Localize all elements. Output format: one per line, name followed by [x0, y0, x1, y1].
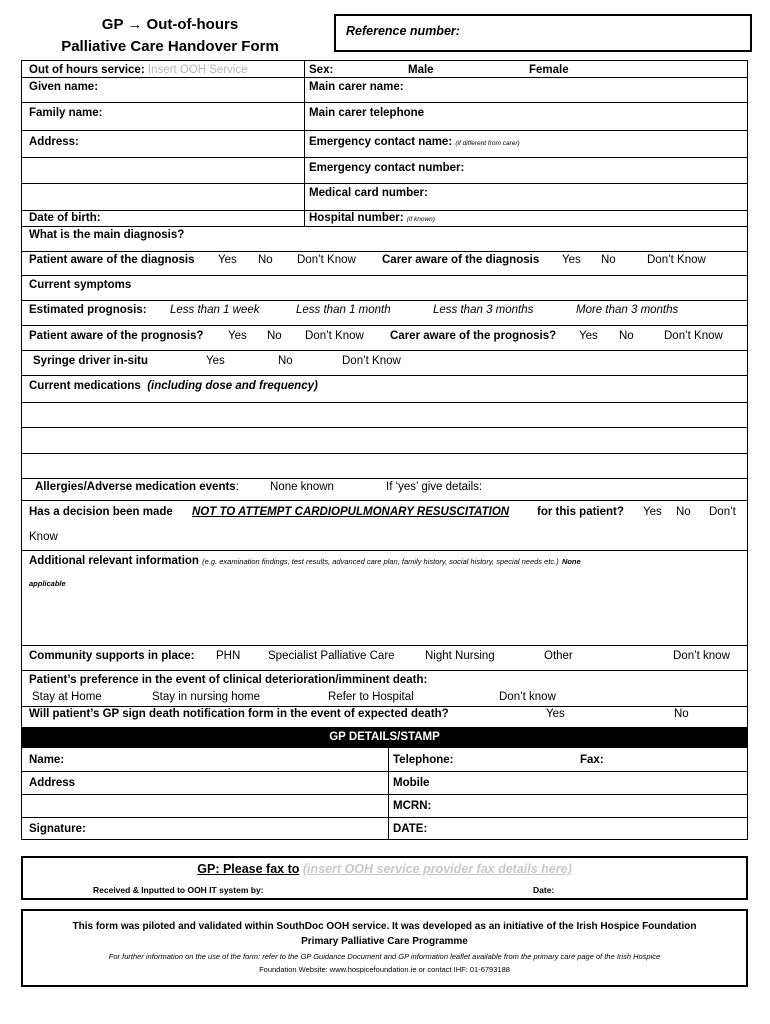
gp-sign-death-label: Will patient’s GP sign death notification form in the event of expected death? [29, 708, 449, 720]
gp-sign-yes[interactable]: Yes [546, 708, 565, 720]
additional-info-note: (e.g. examination findings, test results, advanced care plan, family history, social history, special needs etc.) [202, 557, 559, 566]
allergies-field[interactable]: Allergies/Adverse medication events: [35, 481, 239, 493]
received-by-field[interactable]: Received & Inputted to OOH IT system by: [93, 885, 264, 895]
preference-nursing-home[interactable]: Stay in nursing home [152, 691, 261, 703]
medical-card-number-field[interactable]: Medical card number: [309, 187, 428, 199]
carer-aware-diagnosis-dont-know[interactable]: Don’t Know [647, 254, 706, 266]
fax-label: GP: Please fax to [197, 862, 300, 876]
carer-aware-prognosis-yes[interactable]: Yes [579, 330, 598, 342]
prognosis-option-1-month[interactable]: Less than 1 month [296, 304, 391, 316]
dnacpr-dont[interactable]: Don’t [709, 506, 736, 518]
additional-info-applicable: applicable [29, 579, 66, 588]
additional-info-label: Additional relevant information [29, 555, 199, 567]
patient-aware-diagnosis-yes[interactable]: Yes [218, 254, 237, 266]
dnacpr-know[interactable]: Know [29, 531, 58, 543]
estimated-prognosis-label: Estimated prognosis: [29, 304, 147, 316]
dnacpr-question-suffix: for this patient? [537, 506, 624, 518]
prognosis-option-3-months[interactable]: Less than 3 months [433, 304, 534, 316]
preference-stay-home[interactable]: Stay at Home [32, 691, 102, 703]
given-name-field[interactable]: Given name: [29, 81, 99, 93]
fax-box [21, 856, 748, 900]
gp-address-field[interactable]: Address [29, 777, 76, 789]
hospital-number-label: Hospital number: [309, 212, 404, 224]
carer-aware-prognosis-dont-know[interactable]: Don’t Know [664, 330, 723, 342]
preference-dont-know[interactable]: Don’t know [499, 691, 556, 703]
gp-fax-field[interactable]: Fax: [580, 754, 604, 766]
dnacpr-no[interactable]: No [676, 506, 691, 518]
carer-aware-prognosis-label: Carer aware of the prognosis? [390, 330, 557, 342]
syringe-driver-yes[interactable]: Yes [206, 355, 225, 367]
reference-number-box[interactable] [334, 14, 752, 52]
gp-sign-no[interactable]: No [674, 708, 689, 720]
carer-aware-diagnosis-yes[interactable]: Yes [562, 254, 581, 266]
gp-name-field[interactable]: Name: [29, 754, 65, 766]
community-option-specialist[interactable]: Specialist Palliative Care [268, 650, 395, 662]
footer-line2: Primary Palliative Care Programme [301, 936, 468, 947]
current-symptoms-field[interactable]: Current symptoms [29, 279, 132, 291]
sex-male-option[interactable]: Male [408, 64, 434, 76]
current-medications-note: (including dose and frequency) [147, 380, 318, 392]
patient-aware-diagnosis-dont-know[interactable]: Don’t Know [297, 254, 356, 266]
family-name-field[interactable]: Family name: [29, 107, 103, 119]
date-of-birth-field[interactable]: Date of birth: [29, 212, 101, 224]
emergency-contact-name-field[interactable] [309, 135, 520, 151]
form-title-line1: GP → Out-of-hours [101, 16, 239, 33]
footer-line4: Foundation Website: www.hospicefoundation.ie or contact IHF: 01-6793188 [259, 965, 510, 974]
allergies-label: Allergies/Adverse medication events [35, 481, 236, 493]
address-field[interactable]: Address: [29, 136, 79, 148]
patient-aware-diagnosis-label: Patient aware of the diagnosis [29, 254, 195, 266]
prognosis-option-1-week[interactable]: Less than 1 week [170, 304, 260, 316]
patient-aware-prognosis-no[interactable]: No [267, 330, 282, 342]
footer-box [21, 909, 748, 987]
community-option-other[interactable]: Other [544, 650, 573, 662]
emergency-contact-number-field[interactable]: Emergency contact number: [309, 162, 465, 174]
main-diagnosis-field[interactable]: What is the main diagnosis? [29, 229, 185, 241]
patient-aware-prognosis-dont-know[interactable]: Don’t Know [305, 330, 364, 342]
additional-info-none: None [561, 557, 581, 566]
community-option-phn[interactable]: PHN [216, 650, 241, 662]
dnacpr-question-prefix: Has a decision been made [29, 506, 173, 518]
carer-aware-diagnosis-no[interactable]: No [601, 254, 616, 266]
preference-refer-hospital[interactable]: Refer to Hospital [328, 691, 414, 703]
hospital-number-note: (if known) [406, 216, 435, 223]
current-medications-label: Current medications [29, 380, 141, 392]
footer-line1: This form was piloted and validated within SouthDoc OOH service. It was developed as an initiative of the Irish Hospice Foundation [72, 921, 697, 932]
received-date-field[interactable]: Date: [533, 885, 555, 895]
community-supports-label: Community supports in place: [29, 650, 195, 662]
main-carer-telephone-field[interactable]: Main carer telephone [309, 107, 425, 119]
patient-aware-prognosis-label: Patient aware of the prognosis? [29, 330, 204, 342]
gp-telephone-field[interactable]: Telephone: [393, 754, 454, 766]
patient-aware-prognosis-yes[interactable]: Yes [228, 330, 247, 342]
fax-placeholder[interactable]: (insert OOH service provider fax details here) [302, 862, 572, 876]
gp-mobile-field[interactable]: Mobile [393, 777, 430, 789]
patient-preference-label: Patient’s preference in the event of clinical deterioration/imminent death: [29, 674, 428, 686]
ooh-service-label: Out of hours service: [29, 64, 145, 76]
current-medications-field[interactable] [29, 379, 318, 393]
syringe-driver-label: Syringe driver in-situ [33, 355, 149, 367]
prognosis-option-more-3-months[interactable]: More than 3 months [576, 304, 679, 316]
gp-mcrn-field[interactable]: MCRN: [393, 800, 432, 812]
handover-form [21, 60, 748, 840]
ooh-service-placeholder: Insert OOH Service [147, 64, 248, 76]
carer-aware-diagnosis-label: Carer aware of the diagnosis [382, 254, 540, 266]
dnacpr-emphasis: NOT TO ATTEMPT CARDIOPULMONARY RESUSCITATION [192, 506, 510, 518]
gp-details-header: GP DETAILS/STAMP [22, 727, 747, 748]
gp-date-field[interactable]: DATE: [393, 823, 428, 835]
syringe-driver-dont-know[interactable]: Don’t Know [342, 355, 401, 367]
allergies-details[interactable]: If ‘yes’ give details: [386, 481, 483, 493]
gp-signature-field[interactable]: Signature: [29, 823, 86, 835]
patient-aware-diagnosis-no[interactable]: No [258, 254, 273, 266]
fax-line [23, 862, 746, 876]
sex-female-option[interactable]: Female [529, 64, 569, 76]
hospital-number-field[interactable] [309, 211, 435, 227]
ooh-service-field[interactable] [29, 63, 248, 77]
sex-label: Sex: [309, 64, 334, 76]
emergency-contact-name-label: Emergency contact name: [309, 136, 453, 148]
form-title-line2: Palliative Care Handover Form [61, 38, 279, 55]
community-option-dont-know[interactable]: Don’t know [673, 650, 730, 662]
reference-number-label: Reference number: [346, 24, 460, 38]
carer-aware-prognosis-no[interactable]: No [619, 330, 634, 342]
syringe-driver-no[interactable]: No [278, 355, 293, 367]
emergency-contact-name-note: (if different from carer) [455, 140, 520, 147]
community-option-night-nursing[interactable]: Night Nursing [425, 650, 495, 662]
allergies-none-known[interactable]: None known [270, 481, 334, 493]
additional-info-field[interactable] [29, 554, 581, 569]
main-carer-name-field[interactable]: Main carer name: [309, 81, 404, 93]
footer-line3: For further information on the use of the form: refer to the GP Guidance Document and GP information leaflet available from the primary care page of the Irish Hospice [108, 952, 661, 961]
dnacpr-yes[interactable]: Yes [643, 506, 662, 518]
